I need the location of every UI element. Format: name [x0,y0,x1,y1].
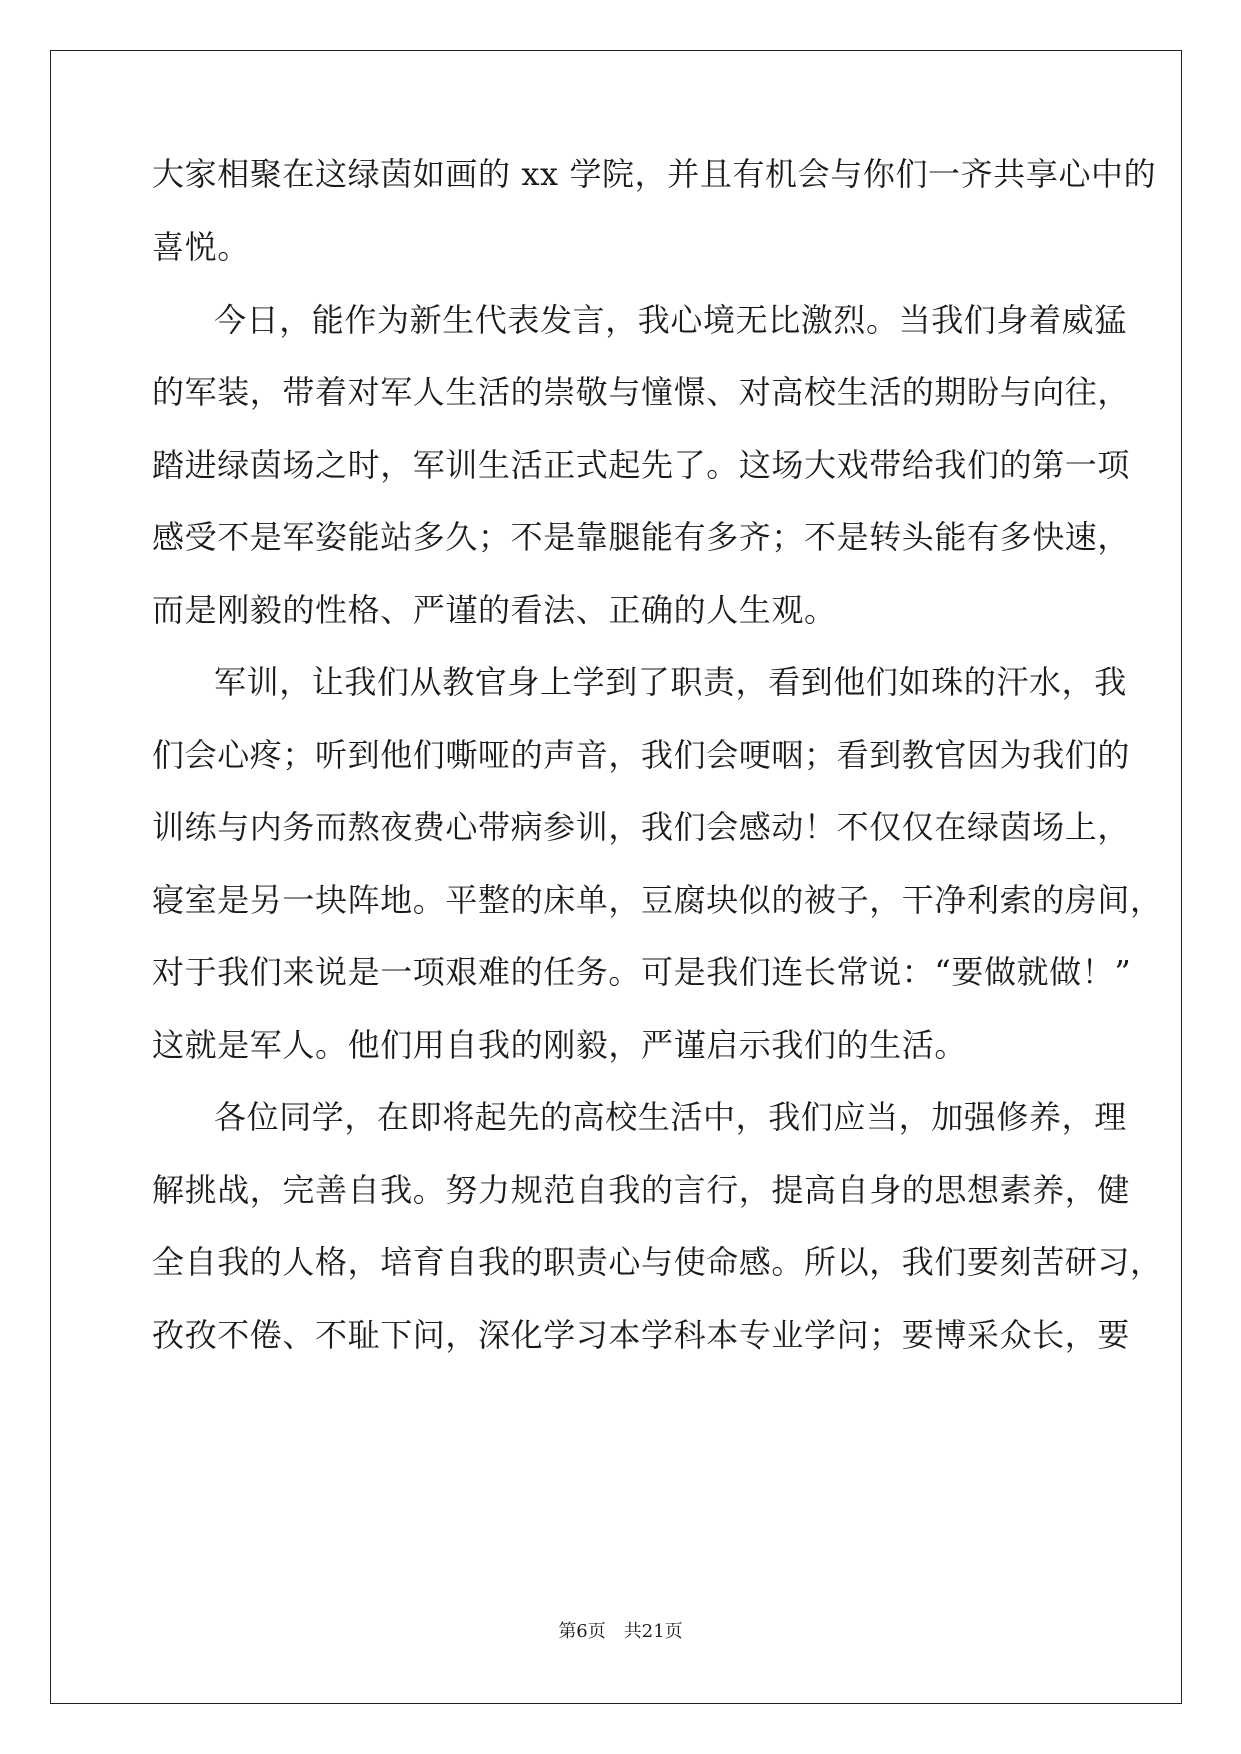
body-text-line: 这就是军人。他们用自我的刚毅，严谨启示我们的生活。 [152,1026,968,1064]
body-text-line: 大家相聚在这绿茵如画的 xx 学院，并且有机会与你们一齐共享心中的 [152,155,1157,193]
body-text-line: 今日，能作为新生代表发言，我心境无比激烈。当我们身着威猛 [214,301,1127,339]
page-number-current: 第6页 [558,1621,606,1642]
body-text-line: 感受不是军姿能站多久；不是靠腿能有多齐；不是转头能有多快速， [152,518,1131,556]
page-number-total: 共21页 [623,1621,683,1642]
body-text-line: 训练与内务而熬夜费心带病参训，我们会感动！不仅仅在绿茵场上， [152,808,1131,846]
body-text-line: 踏进绿茵场之时，军训生活正式起先了。这场大戏带给我们的第一项 [152,446,1131,484]
body-text-line: 寝室是另一块阵地。平整的床单，豆腐块似的被子，干净利索的房间， [152,881,1163,919]
body-text-line: 军训，让我们从教官身上学到了职责，看到他们如珠的汗水，我 [214,663,1127,701]
body-text-line: 的军装，带着对军人生活的崇敬与憧憬、对高校生活的期盼与向往， [152,373,1131,411]
body-text-line: 喜悦。 [152,228,250,266]
body-text-line: 们会心疼；听到他们嘶哑的声音，我们会哽咽；看到教官因为我们的 [152,736,1131,774]
body-text-line: 各位同学，在即将起先的高校生活中，我们应当，加强修养，理 [214,1098,1127,1136]
body-text-line: 而是刚毅的性格、严谨的看法、正确的人生观。 [152,591,837,629]
page-border [50,50,1182,1704]
body-text-line: 解挑战，完善自我。努力规范自我的言行，提高自身的思想素养，健 [152,1171,1131,1209]
body-text-line: 全自我的人格，培育自我的职责心与使命感。所以，我们要刻苦研习， [152,1243,1163,1281]
page-footer [0,1620,1241,1644]
body-text-line: 孜孜不倦、不耻下问，深化学习本学科本专业学问；要博采众长，要 [152,1316,1131,1354]
body-text-line: 对于我们来说是一项艰难的任务。可是我们连长常说：“要做就做！” [152,953,1132,991]
